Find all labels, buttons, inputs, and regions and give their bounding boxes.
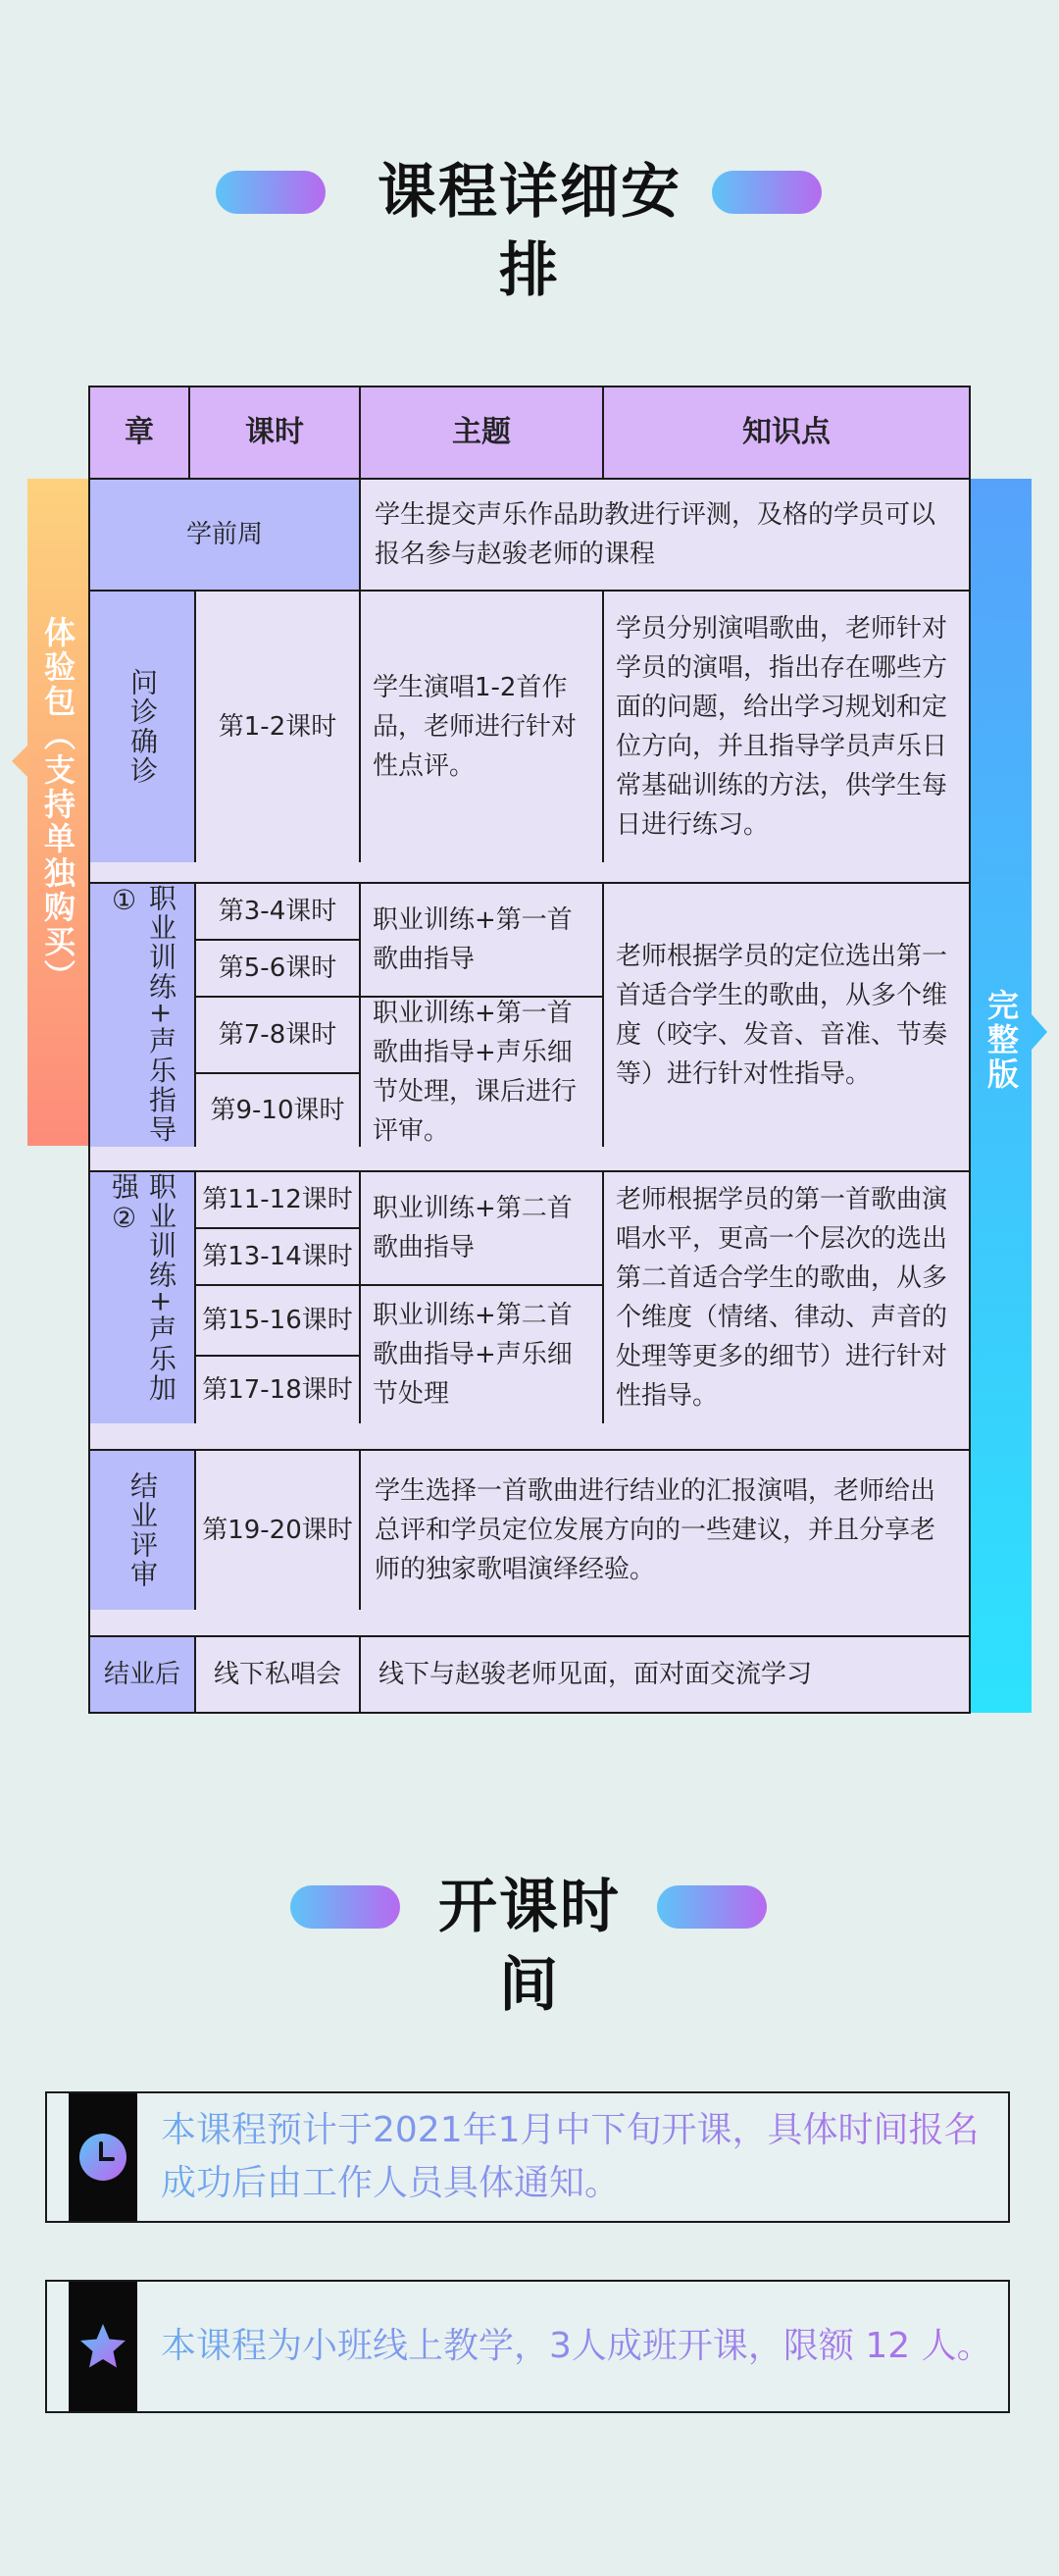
heading-pill-right bbox=[657, 1885, 767, 1929]
guide2-period-2: 第13-14课时 bbox=[194, 1227, 361, 1286]
guide1-period-2: 第5-6课时 bbox=[194, 939, 361, 998]
final-chapter-label: 结业评审 bbox=[126, 1471, 159, 1589]
diagnosis-period: 第1-2课时 bbox=[194, 590, 361, 864]
header-period: 课时 bbox=[188, 386, 361, 480]
clock-icon bbox=[69, 2093, 137, 2221]
guide2-chapter-label: 职业训练+声乐加强② bbox=[108, 1172, 177, 1404]
class-size-text: 本课程为小班线上教学，3人成班开课，限额 12 人。 bbox=[161, 2282, 992, 2411]
header-topic: 主题 bbox=[359, 386, 604, 480]
header-points: 知识点 bbox=[602, 386, 971, 480]
guide1-period-1: 第3-4课时 bbox=[194, 882, 361, 941]
diagnosis-topic: 学生演唱1-2首作品，老师进行针对性点评。 bbox=[359, 590, 604, 864]
full-version-banner bbox=[971, 479, 1032, 1713]
final-period: 第19-20课时 bbox=[194, 1449, 361, 1612]
guide2-period-4: 第17-18课时 bbox=[194, 1355, 361, 1425]
guide1-topic-b: 职业训练+第一首歌曲指导+声乐细节处理，课后进行评审。 bbox=[359, 996, 604, 1149]
trial-package-label: 体验包（支持单独购买） bbox=[39, 616, 76, 994]
after-chapter: 结业后 bbox=[88, 1635, 196, 1714]
guide1-period-4: 第9-10课时 bbox=[194, 1072, 361, 1149]
trial-package-banner bbox=[27, 479, 88, 1146]
guide2-period-1: 第11-12课时 bbox=[194, 1170, 361, 1229]
header-chapter: 章 bbox=[88, 386, 190, 480]
prep-week-chapter: 学前周 bbox=[88, 478, 361, 592]
full-version-label: 完整版 bbox=[983, 989, 1020, 1092]
guide2-period-3: 第15-16课时 bbox=[194, 1284, 361, 1357]
diagnosis-chapter-label: 问诊确诊 bbox=[126, 668, 159, 786]
prep-week-topic: 学生提交声乐作品助教进行评测，及格的学员可以报名参与赵骏老师的课程 bbox=[359, 478, 971, 592]
diagnosis-chapter bbox=[88, 590, 196, 864]
schedule-title: 课程详细安排 bbox=[378, 158, 681, 305]
diagnosis-points: 学员分别演唱歌曲，老师针对学员的演唱，指出存在哪些方面的问题，给出学习规划和定位方向，并且指导学员声乐日常基础训练的方法，供学生每日进行练习。 bbox=[602, 590, 971, 864]
heading-pill-left bbox=[290, 1885, 400, 1929]
row-separator bbox=[88, 862, 971, 884]
guide1-topic-a: 职业训练+第一首歌曲指导 bbox=[359, 882, 604, 998]
guide2-chapter bbox=[88, 1170, 196, 1425]
guide2-points: 老师根据学员的第一首歌曲演唱水平，更高一个层次的选出第二首适合学生的歌曲，从多个维度（情绪、律动、声音的处理等更多的细节）进行针对性指导。 bbox=[602, 1170, 971, 1425]
row-separator bbox=[88, 1610, 971, 1637]
row-separator bbox=[88, 1423, 971, 1451]
final-topic: 学生选择一首歌曲进行结业的汇报演唱，老师给出总评和学员定位发展方向的一些建议，并且分享老师的独家歌唱演绎经验。 bbox=[359, 1449, 971, 1612]
row-separator bbox=[88, 1147, 971, 1172]
heading-pill-left bbox=[216, 171, 326, 214]
guide1-chapter-label: 职业训练+声乐指导① bbox=[108, 884, 177, 1145]
after-topic: 线下与赵骏老师见面，面对面交流学习 bbox=[359, 1635, 971, 1714]
guide2-topic-a: 职业训练+第二首歌曲指导 bbox=[359, 1170, 604, 1286]
guide1-period-3: 第7-8课时 bbox=[194, 996, 361, 1074]
guide2-topic-b: 职业训练+第二首歌曲指导+声乐细节处理 bbox=[359, 1284, 604, 1425]
class-size-note bbox=[45, 2280, 1010, 2413]
start-time-note bbox=[45, 2091, 1010, 2223]
after-period: 线下私唱会 bbox=[194, 1635, 361, 1714]
start-time-text: 本课程预计于2021年1月中下旬开课，具体时间报名成功后由工作人员具体通知。 bbox=[161, 2093, 992, 2221]
final-chapter bbox=[88, 1449, 196, 1612]
star-icon bbox=[69, 2282, 137, 2411]
start-title: 开课时间 bbox=[438, 1873, 621, 2020]
guide1-points: 老师根据学员的定位选出第一首适合学生的歌曲，从多个维度（咬字、发音、音准、节奏等）进行针对性指导。 bbox=[602, 882, 971, 1149]
guide1-chapter bbox=[88, 882, 196, 1149]
heading-pill-right bbox=[712, 171, 822, 214]
schedule-heading bbox=[0, 153, 1059, 305]
start-heading bbox=[0, 1868, 1059, 2020]
